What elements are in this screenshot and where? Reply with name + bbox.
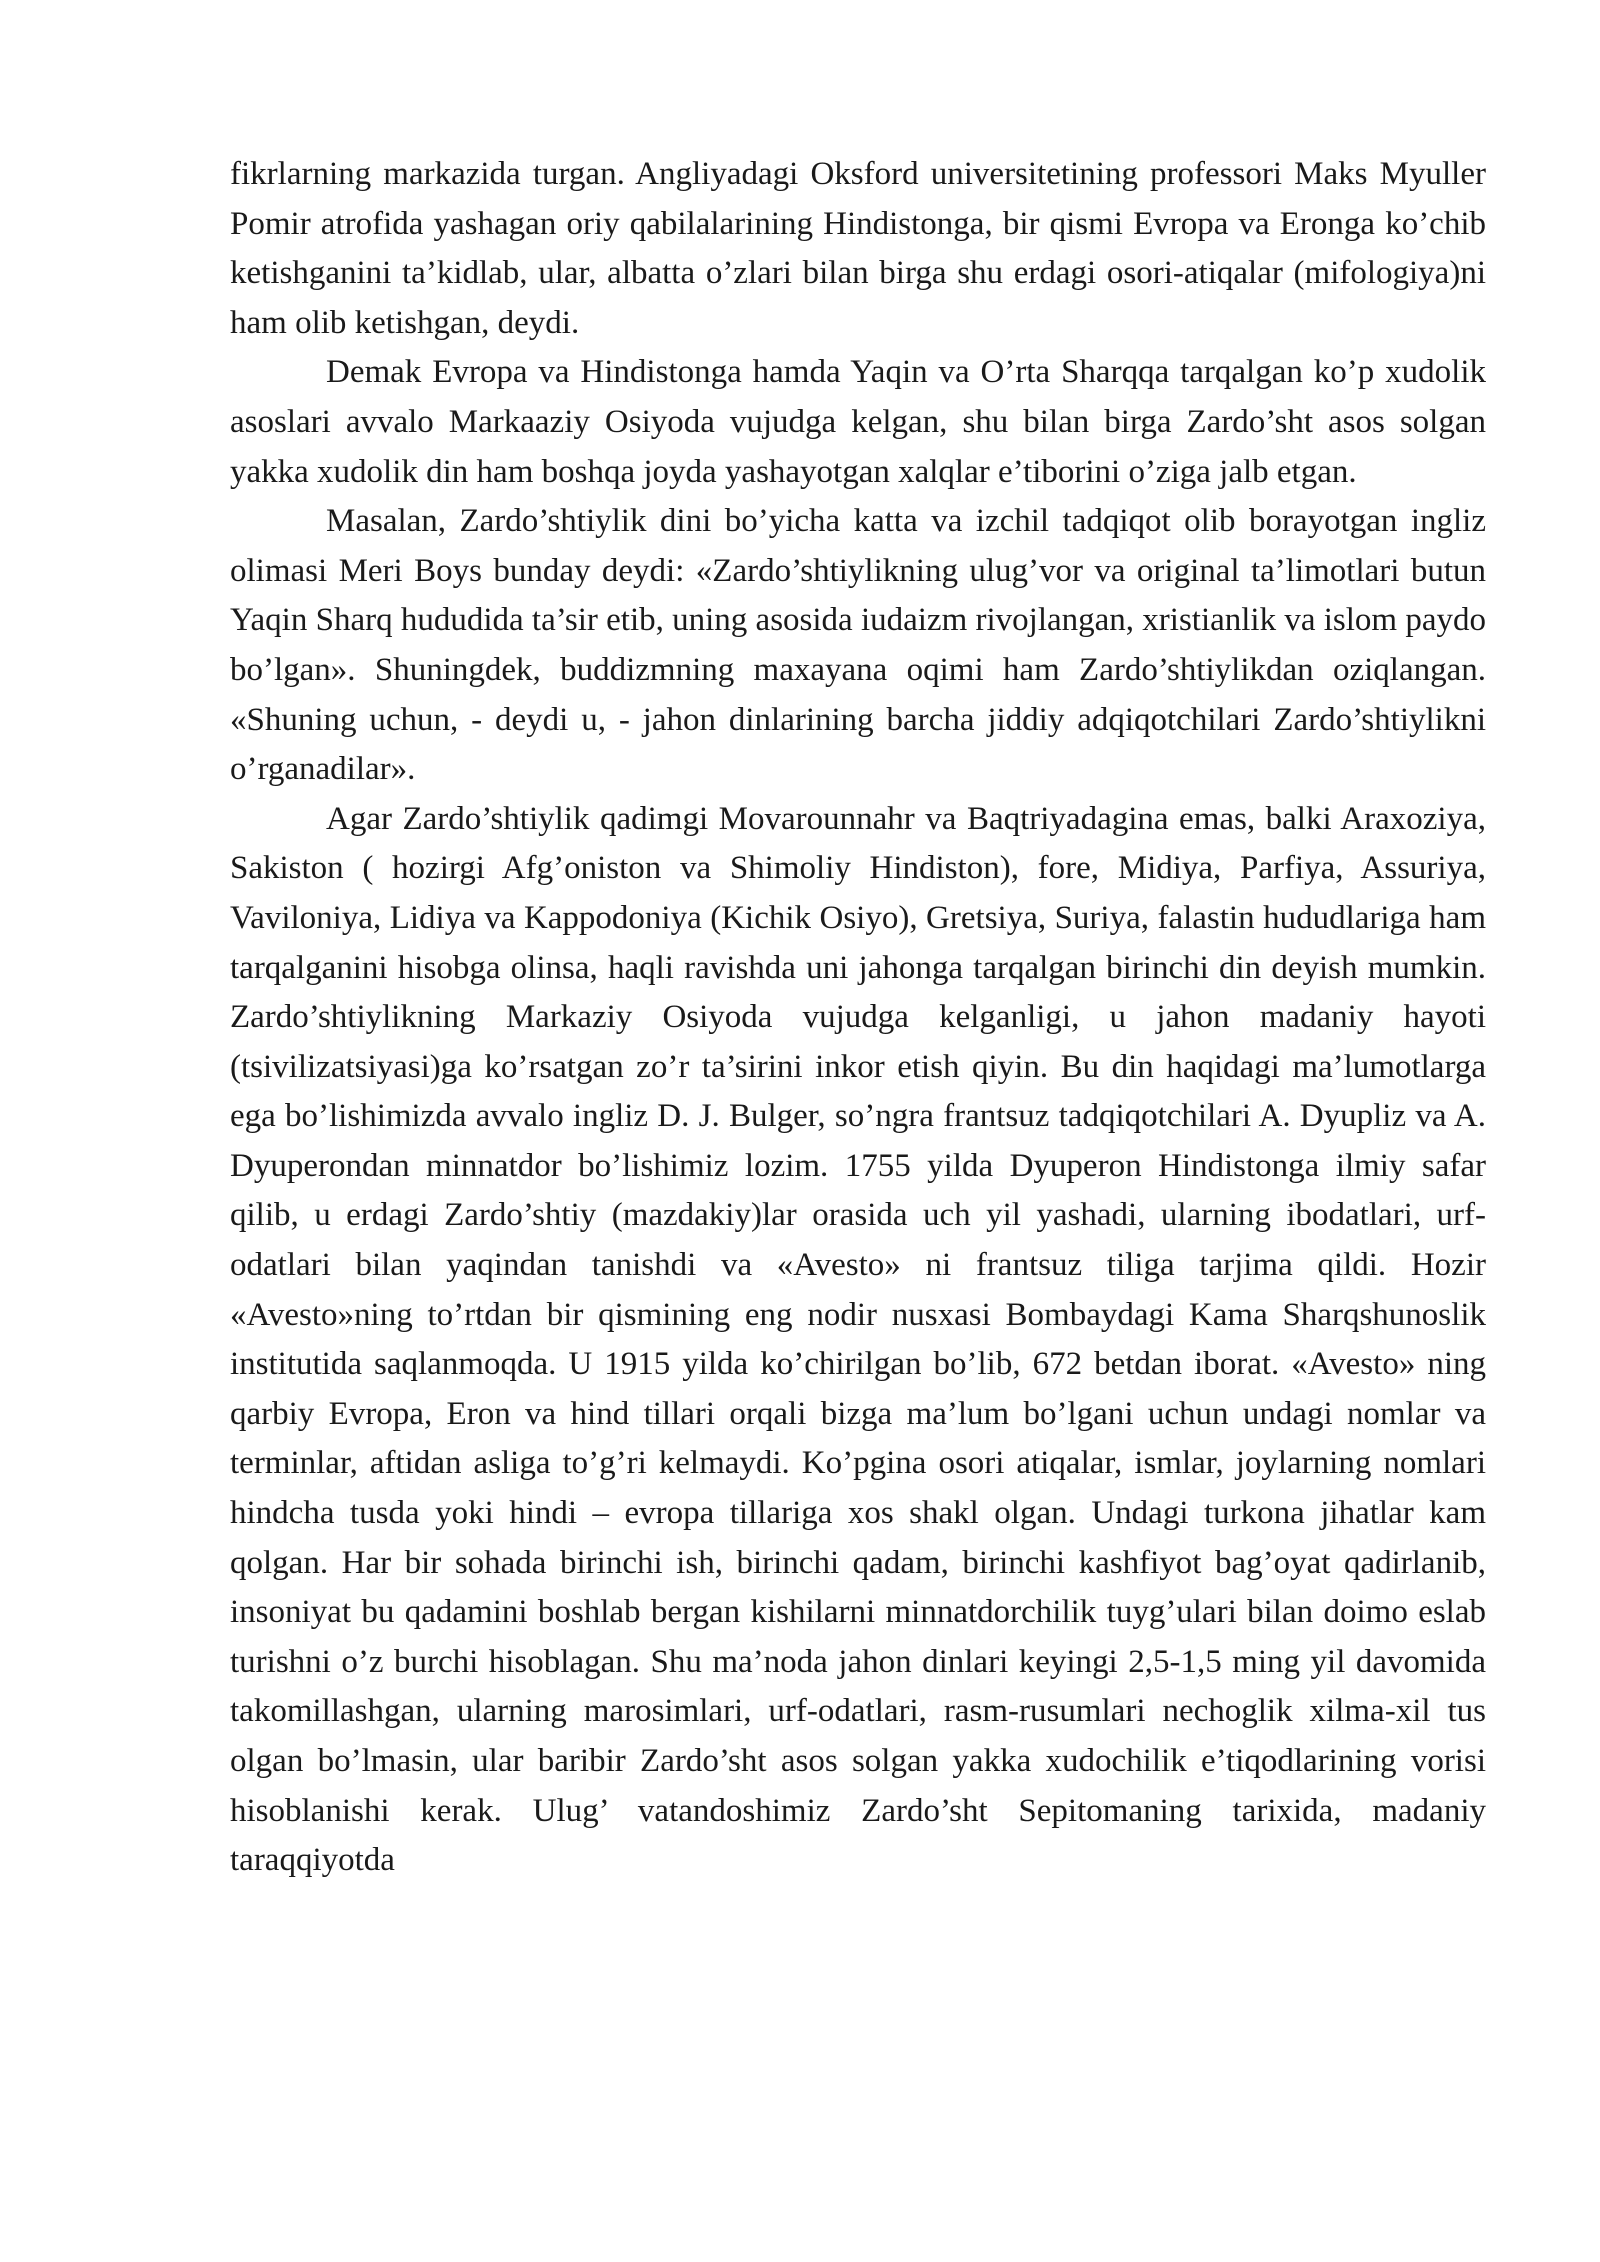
- paragraph-continuation: fikrlarning markazida turgan. Angliyadagi Oksford universitetining professori Maks Myuller Pomir atrofida yashagan oriy qabilalarining Hindistonga, bir qismi Evropa va Eronga ko’chib ketishganini ta’kidlab, ular, albatta o’zlari bilan birga shu erdagi osori-atiqalar (mifologiya)ni ham olib ketishgan, deydi.: [230, 156, 1486, 341]
- paragraph-demak: Demak Evropa va Hindistonga hamda Yaqin va O’rta Sharqqa tarqalgan ko’p xudolik asoslari avvalo Markaaziy Osiyoda vujudga kelgan, shu bilan birga Zardo’sht asos solgan yakka xudolik din ham boshqa joyda yashayotgan xalqlar e’tiborini o’ziga jalb etgan.: [230, 354, 1486, 490]
- paragraph-masalan: Masalan, Zardo’shtiylik dini bo’yicha katta va izchil tadqiqot olib borayotgan ingliz olimasi Meri Boys bunday deydi: «Zardo’shtiylikning ulug’vor va original ta’limotlari butun Yaqin Sharq hududida ta’sir etib, uning asosida iudaizm rivojlangan, xristianlik va islom paydo bo’lgan». Shuningdek, buddizmning maxayana oqimi ham Zardo’shtiylikdan oziqlangan. «Shuning uchun, - deydi u, - jahon dinlarining barcha jiddiy adqiqotchilari Zardo’shtiylikni o’rganadilar».: [230, 503, 1486, 788]
- body-text: [230, 150, 1486, 1886]
- paragraph-agar: Agar Zardo’shtiylik qadimgi Movarounnahr va Baqtriyadagina emas, balki Araxoziya, Sakiston ( hozirgi Afg’oniston va Shimoliy Hindiston), fore, Midiya, Parfiya, Assuriya, Vaviloniya, Lidiya va Kappodoniya (Kichik Osiyo), Gretsiya, Suriya, falastin hududlariga ham tarqalganini hisobga olinsa, haqli ravishda uni jahonga tarqalgan birinchi din deyish mumkin. Zardo’shtiylikning Markaziy Osiyoda vujudga kelganligi, u jahon madaniy hayoti (tsivilizatsiyasi)ga ko’rsatgan zo’r ta’sirini inkor etish qiyin. Bu din haqidagi ma’lumotlarga ega bo’lishimizda avvalo ingliz D. J. Bulger, so’ngra frantsuz tadqiqotchilari A. Dyupliz va A. Dyuperondan minnatdor bo’lishimiz lozim. 1755 yilda Dyuperon Hindistonga ilmiy safar qilib, u erdagi Zardo’shtiy (mazdakiy)lar orasida uch yil yashadi, ularning ibodatlari, urf-odatlari bilan yaqindan tanishdi va «Avesto» ni frantsuz tiliga tarjima qildi. Hozir «Avesto»ning to’rtdan bir qismining eng nodir nusxasi Bombaydagi Kama Sharqshunoslik institutida saqlanmoqda. U 1915 yilda ko’chirilgan bo’lib, 672 betdan iborat. «Avesto» ning qarbiy Evropa, Eron va hind tillari orqali bizga ma’lum bo’lgani uchun undagi nomlar va terminlar, aftidan asliga to’g’ri kelmaydi. Ko’pgina osori atiqalar, ismlar, joylarning nomlari hindcha tusda yoki hindi – evropa tillariga xos shakl olgan. Undagi turkona jihatlar kam qolgan. Har bir sohada birinchi ish, birinchi qadam, birinchi kashfiyot bag’oyat qadirlanib, insoniyat bu qadamini boshlab bergan kishilarni minnatdorchilik tuyg’ulari bilan doimo eslab turishni o’z burchi hisoblagan. Shu ma’noda jahon dinlari keyingi 2,5-1,5 ming yil davomida takomillashgan, ularning marosimlari, urf-odatlari, rasm-rusumlari nechoglik xilma-xil tus olgan bo’lmasin, ular baribir Zardo’sht asos solgan yakka xudochilik e’tiqodlarining vorisi hisoblanishi kerak. Ulug’ vatandoshimiz Zardo’sht Sepitomaning tarixida, madaniy taraqqiyotda: [230, 800, 1486, 1879]
